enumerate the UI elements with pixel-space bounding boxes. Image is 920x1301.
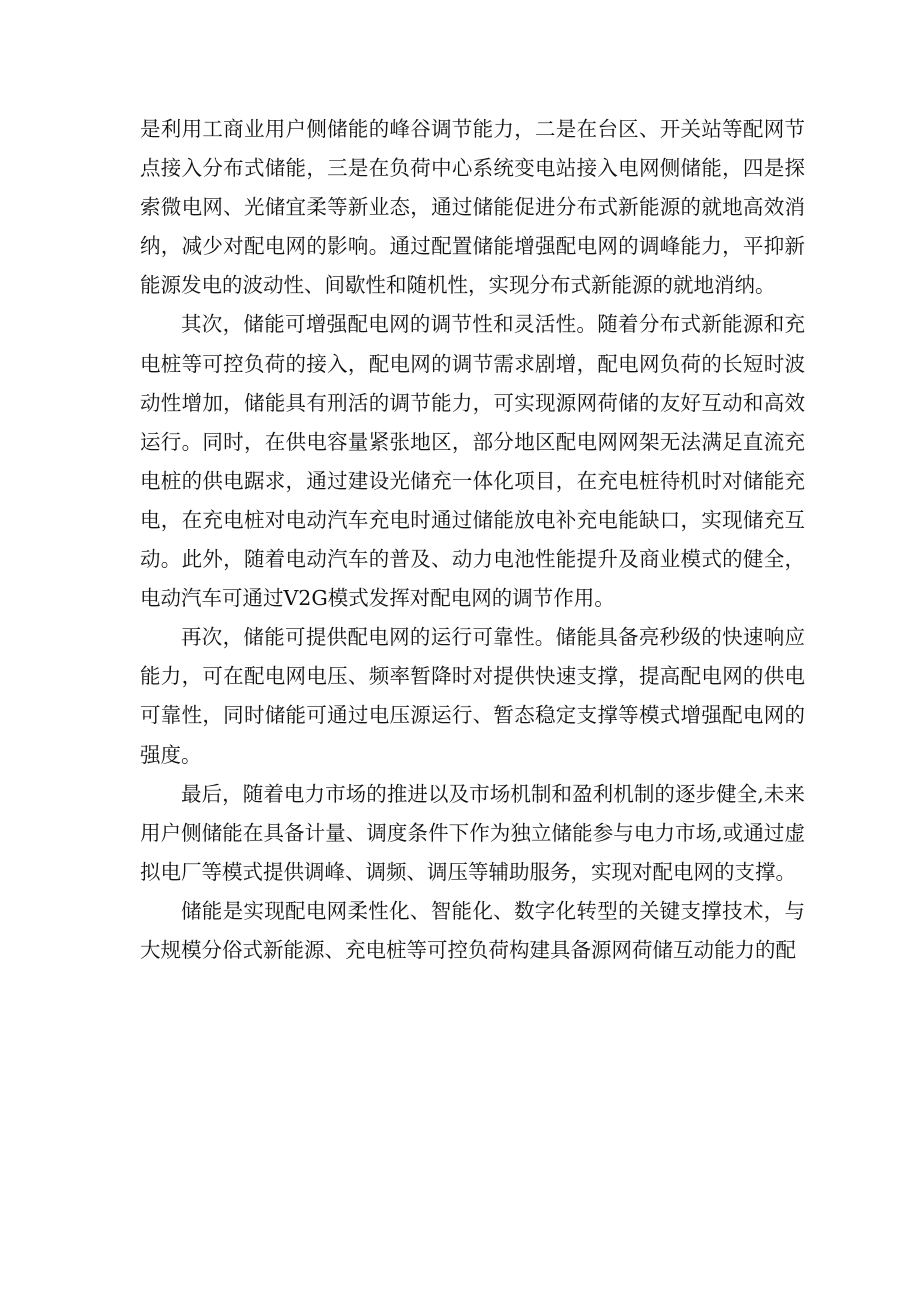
paragraph-4: 最后，随着电力市场的推进以及市场机制和盈利机制的逐步健全,未来用户侧储能在具备计量、调度条件下作为独立储能参与电力市场,或通过虚拟电厂等模式提供调峰、调频、调压等辅助服务，实现对配电网的支撑。 <box>140 781 805 884</box>
paragraph-5: 储能是实现配电网柔性化、智能化、数字化转型的关键支撑技术，与大规模分俗式新能源、充电桩等可控负荷构建具备源网荷储互动能力的配 <box>140 898 805 962</box>
body-text <box>140 110 805 970</box>
paragraph-2: 其次，储能可增强配电网的调节性和灵活性。随着分布式新能源和充电桩等可控负荷的接入，配电网的调节需求剧增，配电网负荷的长短时波动性增加，储能具有刑活的调节能力，可实现源网荷储的友好互动和高效运行。同时，在供电容量紧张地区，部分地区配电网网架无法满足直流充电桩的供电踞求，通过建设光储充一体化项目，在充电桩待机时对储能充电，在充电桩对电动汽车充电时通过储能放电补充电能缺口，实现储充互动。此外，随着电动汽车的普及、动力电池性能提升及商业模式的健全，电动汽车可通过V2G模式发挥对配电网的调节作用。 <box>140 312 805 611</box>
paragraph-1: 是利用工商业用户侧储能的峰谷调节能力，二是在台区、开关站等配网节点接入分布式储能，三是在负荷中心系统变电站接入电网侧储能，四是探索微电网、光储宜柔等新业态，通过储能促进分布式新能源的就地高效消纳，减少对配电网的影响。通过配置储能增强配电网的调峰能力，平抑新能源发电的波动性、间歇性和随机性，实现分布式新能源的就地消纳。 <box>140 117 805 298</box>
paragraph-3: 再次，储能可提供配电网的运行可靠性。储能具备亮秒级的快速响应能力，可在配电网电压、频率暂降时对提供快速支撑，提高配电网的供电可靠性，同时储能可通过电压源运行、暂态稳定支撑等模式增强配电网的强度。 <box>140 625 805 767</box>
